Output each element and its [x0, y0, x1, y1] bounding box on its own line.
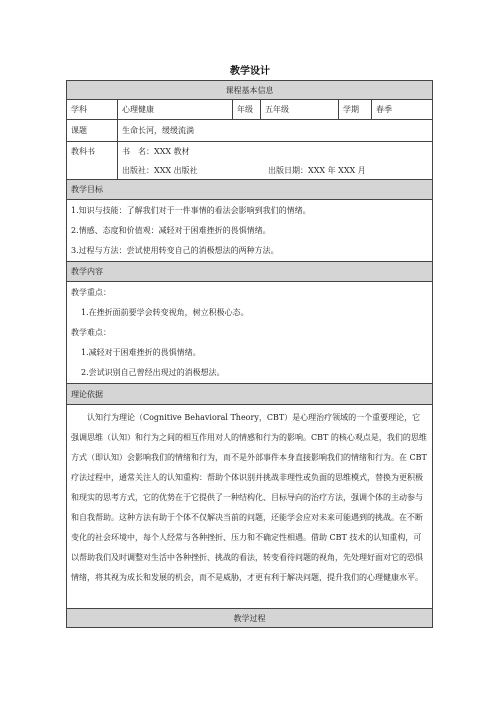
- publish-date: 出版日期：XXX 年 XXX 月: [268, 166, 366, 175]
- objectives-row: [67, 200, 432, 262]
- content-header-row: [67, 262, 432, 282]
- grade-label: 年级: [233, 100, 261, 119]
- theory-header-row: [67, 384, 432, 405]
- term-label: 学期: [339, 100, 372, 119]
- grade-value: 五年级: [261, 100, 339, 119]
- publisher-line: [122, 161, 428, 180]
- process-header: 教学过程: [233, 613, 266, 623]
- process-header-row: [67, 609, 432, 627]
- content-header: 教学内容: [71, 267, 103, 276]
- theory-row: [67, 405, 432, 609]
- theory-paragraph: 认知行为理论（Cognitive Behavioral Theory，CBT）是心理治疗领域的一个重要理论，它强调思维（认知）和行为之间的相互作用对人的情感和行为的影响。CBT 的核心观点是，我们的思维方式（即认知）会影响我们的情绪和行为，而不是外部事件本身直接影响我们的情绪和行为。在 CBT 疗法过程中，通常关注人的认知重构：帮助个体识别并挑战非理性或负面的思维模式，替换为更积极和现实的思考方式，它的优势在于它提供了一种结构化、目标导向的治疗方法，强调个体的主动参与和自我帮助。这种方法有助于个体不仅解决当前的问题，还能学会应对未来可能遇到的挑战。在不断变化的社会环境中，每个人经常与各种挫折、压力和不确定性相遇。借助 CBT 技术的认知重构，可以帮助我们及时调整对生活中各种挫折、挑战的看法，转变看待问题的视角，先处理好面对它的恐惧情绪，将其视为成长和发展的机会，而不是威胁，才更有利于解决问题，提升我们的心理健康水平。: [71, 413, 427, 582]
- term-value: 春季: [376, 105, 392, 114]
- content-row: [67, 282, 432, 384]
- subject-row: [67, 100, 432, 120]
- textbook-label: 教科书: [67, 142, 118, 179]
- subject-label: 学科: [67, 100, 118, 119]
- lesson-plan-table: [66, 80, 433, 628]
- topic-value: 生命长河，缓缓流淌: [122, 126, 194, 135]
- objective-item: 1.知识与技能：了解我们对于一件事情的看法会影响到我们的情绪。: [71, 206, 311, 215]
- theory-text-cell: [67, 405, 432, 608]
- topic-row: [67, 120, 432, 142]
- basic-info-header-row: [67, 81, 432, 100]
- document-title: 教学设计: [230, 66, 270, 77]
- difficult-point-item: 2.尝试识别自己曾经出现过的消极想法。: [81, 368, 225, 377]
- difficult-point-item: 1.减轻对于困难挫折的畏惧情绪。: [81, 348, 201, 357]
- objective-item: 2.情感、态度和价值观：减轻对于困难挫折的畏惧情绪。: [71, 226, 271, 235]
- difficult-points-label: 教学难点：: [71, 328, 111, 337]
- textbook-row: [67, 142, 432, 180]
- key-point-item: 1.在挫折面前要学会转变视角，树立积极心态。: [81, 308, 249, 317]
- subject-value: 心理健康: [118, 100, 233, 119]
- objectives-header-row: [67, 180, 432, 200]
- theory-header: 理论依据: [71, 389, 103, 399]
- key-points-label: 教学重点：: [71, 288, 111, 297]
- publisher: 出版社：XXX 出版社: [122, 166, 198, 175]
- content-list: [67, 282, 432, 383]
- book-name: 书 名：XXX 教材: [122, 147, 190, 156]
- objective-item: 3.过程与方法：尝试使用转变自己的消极想法的两种方法。: [71, 246, 279, 255]
- objectives-list: [67, 200, 432, 261]
- textbook-info: [118, 142, 432, 179]
- topic-label: 课题: [67, 120, 118, 141]
- basic-info-header: 课程基本信息: [225, 85, 274, 95]
- objectives-header: 教学目标: [71, 185, 103, 194]
